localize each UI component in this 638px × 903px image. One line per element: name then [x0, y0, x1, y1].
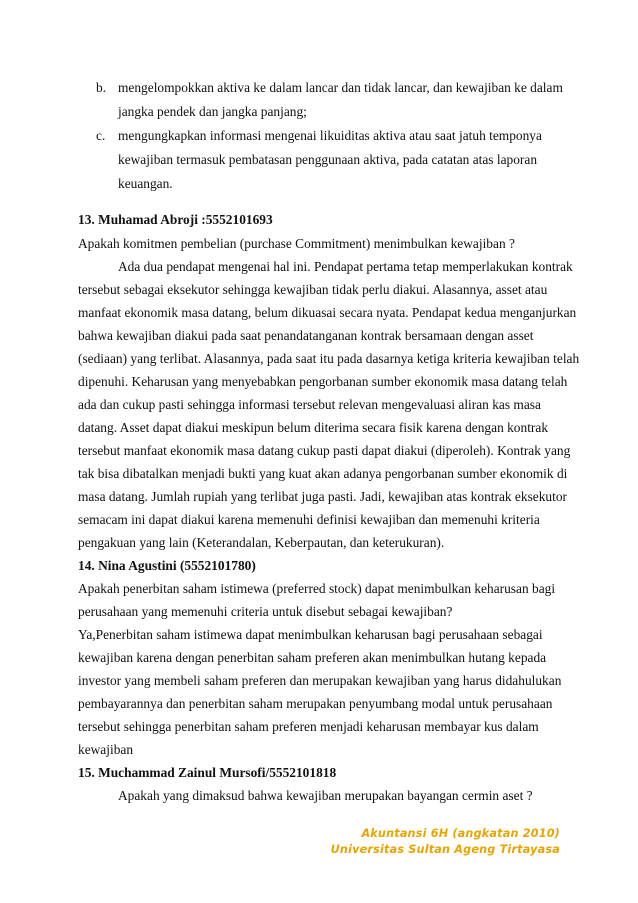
- section-14-answer-line: pembayarannya dan penerbitan saham merupakan penyumbang modal untuk perusahaan: [78, 696, 553, 711]
- section-13-answer-line: Ada dua pendapat mengenai hal ini. Pendapat pertama tetap memperlakukan kontrak: [118, 259, 573, 274]
- section-13-answer-line: tersebut manfaat ekonomik masa datang cukup pasti dapat diakui (diperoleh). Kontrak yang: [78, 443, 571, 458]
- list-item-b-line-1: mengelompokkan aktiva ke dalam lancar dan tidak lancar, dan kewajiban ke dalam: [118, 80, 563, 95]
- section-14-question-line: Apakah penerbitan saham istimewa (preferred stock) dapat menimbulkan keharusan bagi: [78, 581, 556, 596]
- list-item-c-line-3: keuangan.: [118, 176, 173, 191]
- list-marker-b: b.: [96, 80, 107, 95]
- section-13-answer-line: bahwa kewajiban diakui pada saat penandatanganan kontrak bersamaan dengan asset: [78, 328, 534, 343]
- section-13-answer-line: datang. Asset dapat diakui meskipun belum diterima secara fisik karena dengan kontrak: [78, 420, 549, 435]
- list-item-c-line-1: mengungkapkan informasi mengenai likuiditas aktiva atau saat jatuh temponya: [118, 128, 542, 143]
- section-13-answer-line: (sediaan) yang terlibat. Alasannya, pada saat itu pada dasarnya ketiga kriteria kewajiban telah: [78, 351, 580, 366]
- section-13-answer-line: manfaat ekonomik masa datang, belum dikuasai secara nyata. Pendapat kedua menganjurkan: [78, 305, 577, 320]
- list-item-c-line-2: kewajiban termasuk pembatasan penggunaan aktiva, pada catatan atas laporan: [118, 152, 538, 167]
- list-marker-c: c.: [96, 128, 106, 143]
- section-14-answer-line: Ya,Penerbitan saham istimewa dapat menimbulkan keharusan bagi perusahaan sebagai: [78, 627, 543, 642]
- section-13-answer-line: tersebut sebagai eksekutor sehingga kewajiban tidak perlu diakui. Alasannya, asset atau: [78, 282, 548, 297]
- section-14-answer-line: tersebut sehingga penerbitan saham preferen menjadi keharusan membayar kus dalam: [78, 719, 539, 734]
- section-13-answer-line: tak bisa dibatalkan menjadi bukti yang kuat akan adanya pengorbanan sumber ekonomik di: [78, 466, 568, 481]
- section-13-answer-line: dipenuhi. Keharusan yang menyebabkan pengorbanan sumber ekonomik masa datang telah: [78, 374, 568, 389]
- section-14-heading: 14. Nina Agustini (5552101780): [78, 558, 256, 573]
- section-13-answer-line: masa datang. Jumlah rupiah yang terlibat juga pasti. Jadi, kewajiban atas kontrak eksekutor: [78, 489, 567, 504]
- section-14-answer-line: kewajiban: [78, 742, 134, 757]
- section-15-heading: 15. Muchammad Zainul Mursofi/5552101818: [78, 765, 337, 780]
- section-13-answer-line: pengakuan yang lain (Keterandalan, Keberpautan, dan keterukuran).: [78, 535, 445, 550]
- section-13-question: Apakah komitmen pembelian (purchase Commitment) menimbulkan kewajiban ?: [78, 236, 515, 251]
- section-13-answer-line: semacam ini dapat diakui karena memenuhi definisi kewajiban dan memenuhi kriteria: [78, 512, 540, 527]
- section-13-heading: 13. Muhamad Abroji :5552101693: [78, 212, 273, 227]
- section-15-question: Apakah yang dimaksud bahwa kewajiban merupakan bayangan cermin aset ?: [118, 788, 533, 803]
- section-14-question-line: perusahaan yang memenuhi criteria untuk disebut sebagai kewajiban?: [78, 604, 453, 619]
- section-13-answer-line: ada dan cukup pasti sehingga informasi tersebut relevan mengevaluasi aliran kas masa: [78, 397, 541, 412]
- list-item-b-line-2: jangka pendek dan jangka panjang;: [118, 104, 307, 119]
- footer-university-line: Universitas Sultan Ageng Tirtayasa: [330, 843, 560, 856]
- section-14-answer-line: investor yang membeli saham preferen dan merupakan kewajiban yang harus didahulukan: [78, 673, 562, 688]
- section-14-answer-line: kewajiban karena dengan penerbitan saham preferen akan menimbulkan hutang kepada: [78, 650, 547, 665]
- footer-program-line: Akuntansi 6H (angkatan 2010): [361, 827, 560, 840]
